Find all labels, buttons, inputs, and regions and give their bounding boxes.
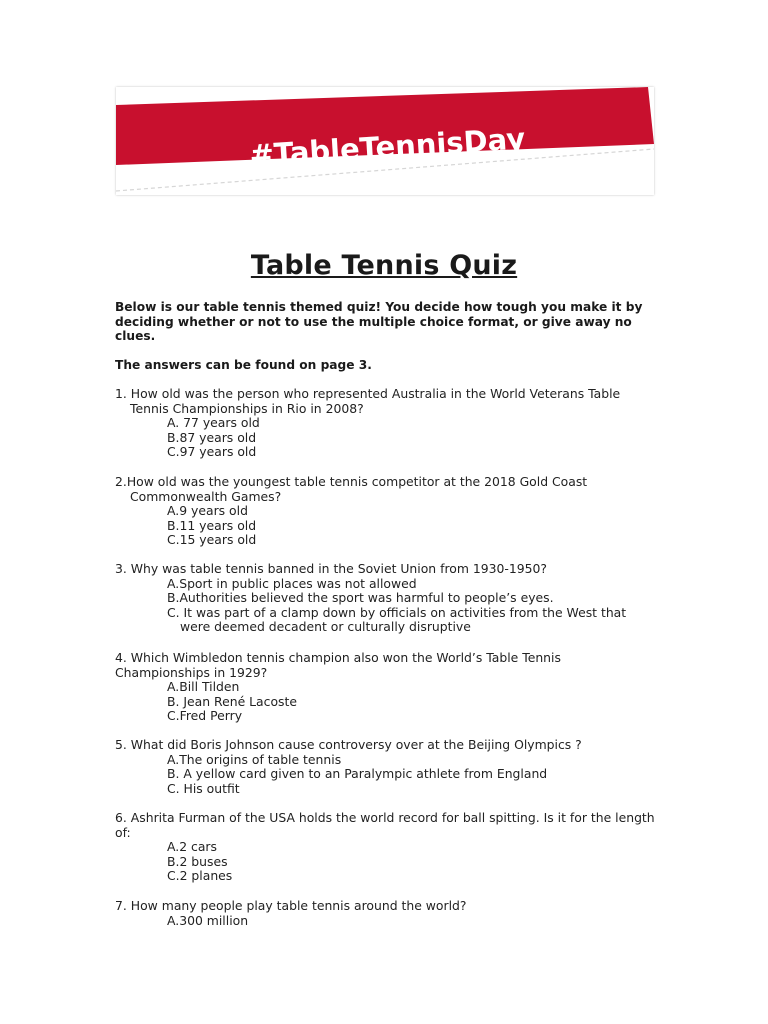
option: C.97 years old bbox=[167, 444, 257, 460]
option: A.The origins of table tennis bbox=[167, 751, 342, 767]
option: C. His outfit bbox=[167, 780, 240, 796]
options-list bbox=[115, 504, 655, 548]
option: A. 77 years old bbox=[167, 415, 260, 431]
option: C.Fred Perry bbox=[167, 708, 243, 724]
option: A.Bill Tilden bbox=[167, 679, 240, 695]
options-list bbox=[115, 416, 655, 460]
option: B.11 years old bbox=[167, 517, 257, 533]
option: C.15 years old bbox=[167, 532, 257, 548]
question-1 bbox=[115, 387, 655, 460]
answers-note: The answers can be found on page 3. bbox=[115, 358, 372, 372]
options-list bbox=[115, 753, 655, 797]
option: A.Sport in public places was not allowed bbox=[167, 575, 417, 591]
question-5 bbox=[115, 738, 655, 796]
banner-graphic bbox=[116, 87, 654, 195]
option: A.9 years old bbox=[167, 503, 248, 519]
option: B.Authorities believed the sport was harmful to people’s eyes. bbox=[167, 590, 554, 606]
intro-paragraph: Below is our table tennis themed quiz! You decide how tough you make it by deciding whether or not to use the multiple choice format, or give away no clues. bbox=[115, 300, 643, 344]
question-6 bbox=[115, 811, 655, 884]
question-2 bbox=[115, 475, 655, 548]
option: C. It was part of a clamp down by officials on activities from the West that were deemed decadent or culturally disruptive bbox=[167, 604, 627, 635]
question-text: 1. How old was the person who represented Australia in the World Veterans Table Tennis Championships in Rio in 2008? bbox=[115, 386, 621, 416]
option: B.87 years old bbox=[167, 429, 257, 445]
header-banner bbox=[116, 87, 654, 195]
option: C.2 planes bbox=[167, 868, 233, 884]
option: B.2 buses bbox=[167, 853, 228, 869]
options-list bbox=[115, 840, 655, 884]
question-text: 4. Which Wimbledon tennis champion also won the World’s Table Tennis Championships in 1929? bbox=[115, 650, 561, 680]
options-list bbox=[115, 577, 655, 635]
question-text: 2.How old was the youngest table tennis competitor at the 2018 Gold Coast Commonwealth Games? bbox=[115, 474, 588, 504]
banner-hashtag: #TableTennisDay bbox=[248, 121, 527, 173]
question-7 bbox=[115, 899, 655, 928]
question-text: 3. Why was table tennis banned in the Soviet Union from 1930-1950? bbox=[115, 561, 547, 576]
options-list bbox=[115, 680, 655, 724]
option: B. A yellow card given to an Paralympic athlete from England bbox=[167, 766, 548, 782]
question-text: 5. What did Boris Johnson cause controversy over at the Beijing Olympics ? bbox=[115, 737, 582, 752]
page-title: Table Tennis Quiz bbox=[250, 250, 518, 281]
question-4 bbox=[115, 651, 655, 724]
question-text: 7. How many people play table tennis around the world? bbox=[115, 898, 467, 913]
question-text: 6. Ashrita Furman of the USA holds the world record for ball spitting. Is it for the length of: bbox=[115, 810, 655, 840]
option: A.2 cars bbox=[167, 839, 217, 855]
question-3 bbox=[115, 562, 655, 635]
option: B. Jean René Lacoste bbox=[167, 693, 297, 709]
options-list bbox=[115, 914, 655, 929]
option: A.300 million bbox=[167, 912, 249, 928]
